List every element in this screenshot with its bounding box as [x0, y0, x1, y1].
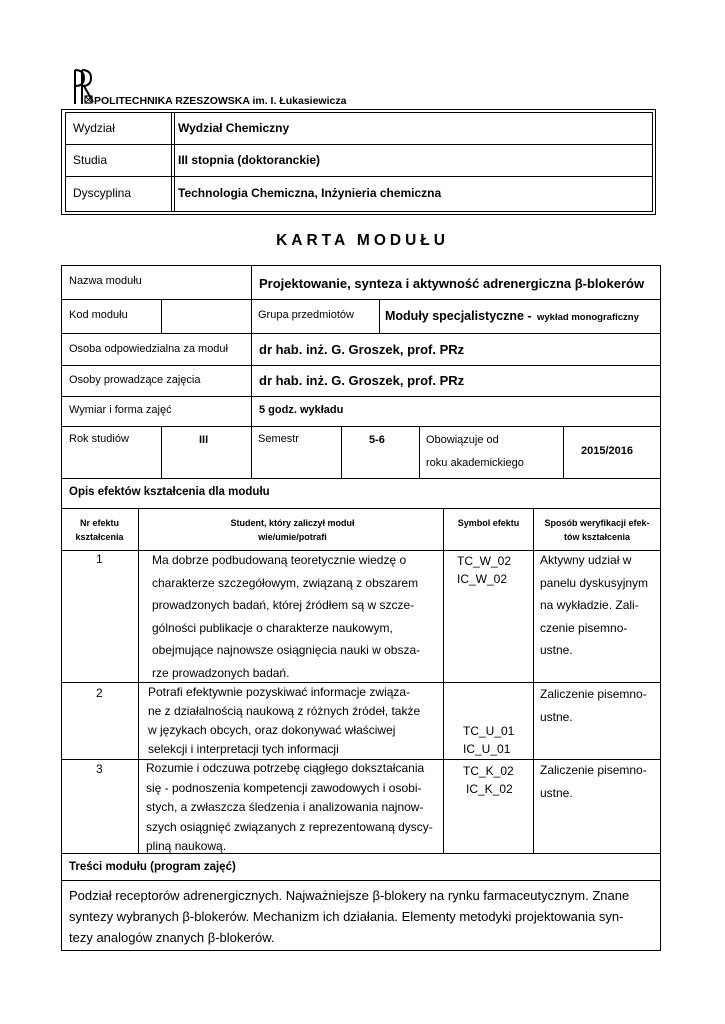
teachers-label: Osoby prowadzące zajęcia — [69, 374, 201, 386]
effect-3-method-line: ustne. — [540, 785, 573, 800]
effect-1-line: Ma dobrze podbudowaną teoretycznie wiedzę o — [152, 553, 407, 567]
module-code-label: Kod modułu — [69, 309, 128, 321]
effect-1-symbol-1: TC_W_02 — [457, 554, 512, 568]
effect-3-nr: 3 — [96, 762, 103, 776]
semester-value: 5-6 — [369, 434, 385, 446]
effect-3-line: pliną naukową. — [146, 839, 227, 853]
year-label: Rok studiów — [69, 433, 129, 445]
info-value-dyscyplina: Technologia Chemiczna, Inżynieria chemiczna — [178, 186, 442, 200]
effects-header-symbol: Symbol efektu — [457, 518, 520, 528]
effect-3-line: Rozumie i odczuwa potrzebę ciągłego dokształcania — [146, 761, 425, 775]
effect-3-line: się - podnoszenia kompetencji zawodowych i osobi- — [146, 780, 422, 795]
module-group-value: Moduły specjalistyczne - — [385, 309, 532, 323]
effect-2-nr: 2 — [96, 686, 103, 700]
effect-1-line: obejmujące najnowsze osiągnięcia nauki w obsza- — [152, 643, 421, 657]
page-title: KARTA MODUŁU — [276, 232, 449, 249]
content-text — [69, 885, 655, 948]
university-logo-icon — [72, 68, 94, 106]
effect-1-method-line: ustne. — [540, 643, 573, 657]
effect-1-symbol-2: IC_W_02 — [457, 572, 508, 586]
effect-2-line: selekcji i interpretacji tych informacji — [148, 742, 339, 756]
effect-2-line: ne z działalnością naukową z różnych źródeł, także — [148, 704, 421, 718]
module-group-suffix: wykład monograficzny — [537, 312, 639, 323]
effects-header-student: Student, który zaliczył moduł wie/umie/potrafi — [230, 518, 355, 542]
effect-1-line: prowadzonych badań, której źródłem są w szcze- — [152, 598, 415, 612]
effect-1-nr: 1 — [96, 552, 103, 566]
year-value: III — [199, 434, 209, 446]
effect-2-method-line: ustne. — [540, 709, 573, 724]
scope-label: Wymiar i forma zajęć — [69, 404, 172, 416]
effect-2-method-line: Zaliczenie pisemno- — [540, 687, 647, 701]
effects-header-nr: Nr efektu kształcenia — [75, 518, 124, 542]
valid-from-label: Obowiązuje od — [426, 434, 499, 446]
info-value-studia: III stopnia (doktoranckie) — [178, 153, 321, 167]
effect-3-symbol-2: IC_K_02 — [466, 782, 513, 796]
content-line: syntezy wybranych β-blokerów. Mechanizm ich działania. Elementy metodyki projektowania syn- — [69, 909, 624, 924]
effect-3-text — [146, 759, 433, 857]
effect-2-line: Potrafi efektywnie pozyskiwać informacje związa- — [148, 685, 411, 699]
effect-1-method-line: czenie pisemno- — [540, 620, 628, 635]
effect-1-method-line: Aktywny udział w — [540, 553, 632, 567]
info-label-dyscyplina: Dyscyplina — [73, 186, 132, 200]
effect-3-symbol-1: TC_K_02 — [463, 764, 514, 778]
module-name-value: Projektowanie, synteza i aktywność adrenergiczna β-blokerów — [259, 276, 645, 291]
effect-2-symbol-1: TC_U_01 — [463, 724, 515, 738]
valid-from-value: 2015/2016 — [581, 445, 633, 457]
effect-1-method — [540, 549, 648, 662]
effect-1-line: gólności publikacje o charakterze naukowym, — [152, 620, 393, 635]
content-line: tezy analogów znanych β-blokerów. — [69, 930, 275, 945]
effect-1-line: rze prowadzonych badań. — [152, 665, 290, 680]
effect-1-method-line: panelu dyskusyjnym — [540, 575, 649, 590]
effect-2-method — [540, 683, 647, 728]
info-value-wydzial: Wydział Chemiczny — [178, 121, 290, 135]
semester-label: Semestr — [258, 433, 299, 445]
valid-from-label-2: roku akademickiego — [426, 457, 524, 469]
effect-3-line: stych, a zwłaszcza śledzenia i analizowania najnow- — [146, 800, 424, 814]
info-label-studia: Studia — [73, 153, 108, 167]
effect-1-method-line: na wykładzie. Zali- — [540, 598, 639, 612]
effect-1-line: charakterze szczegółowym, związaną z obszarem — [152, 575, 419, 590]
effect-3-method-line: Zaliczenie pisemno- — [540, 763, 647, 777]
teachers-value: dr hab. inż. G. Groszek, prof. PRz — [259, 373, 465, 388]
effect-3-method — [540, 759, 647, 804]
effect-2-text — [148, 683, 420, 759]
responsible-value: dr hab. inż. G. Groszek, prof. PRz — [259, 342, 465, 357]
effect-1-text — [152, 549, 420, 684]
responsible-label: Osoba odpowiedzialna za moduł — [69, 343, 228, 355]
content-section-title: Treści modułu (program zajęć) — [69, 861, 236, 873]
effects-section-title: Opis efektów kształcenia dla modułu — [69, 486, 270, 498]
content-line: Podział receptorów adrenergicznych. Najważniejsze β-blokery na rynku farmaceutycznym. Znane — [69, 888, 630, 903]
effects-header-method: Sposób weryfikacji efek- tów kształcenia — [544, 518, 650, 542]
effect-2-line: w językach obcych, oraz dokonywać właściwej — [148, 723, 396, 737]
effect-3-line: szych osiągnięć związanych z reprezentowaną dyscy- — [146, 819, 433, 834]
module-group-label: Grupa przedmiotów — [258, 309, 354, 321]
info-label-wydzial: Wydział — [73, 121, 115, 135]
module-name-label: Nazwa modułu — [69, 275, 142, 287]
effect-2-symbol-2: IC_U_01 — [463, 742, 511, 756]
university-name: POLITECHNIKA RZESZOWSKA im. I. Łukasiewicza — [94, 95, 347, 107]
scope-value: 5 godz. wykładu — [259, 404, 344, 416]
